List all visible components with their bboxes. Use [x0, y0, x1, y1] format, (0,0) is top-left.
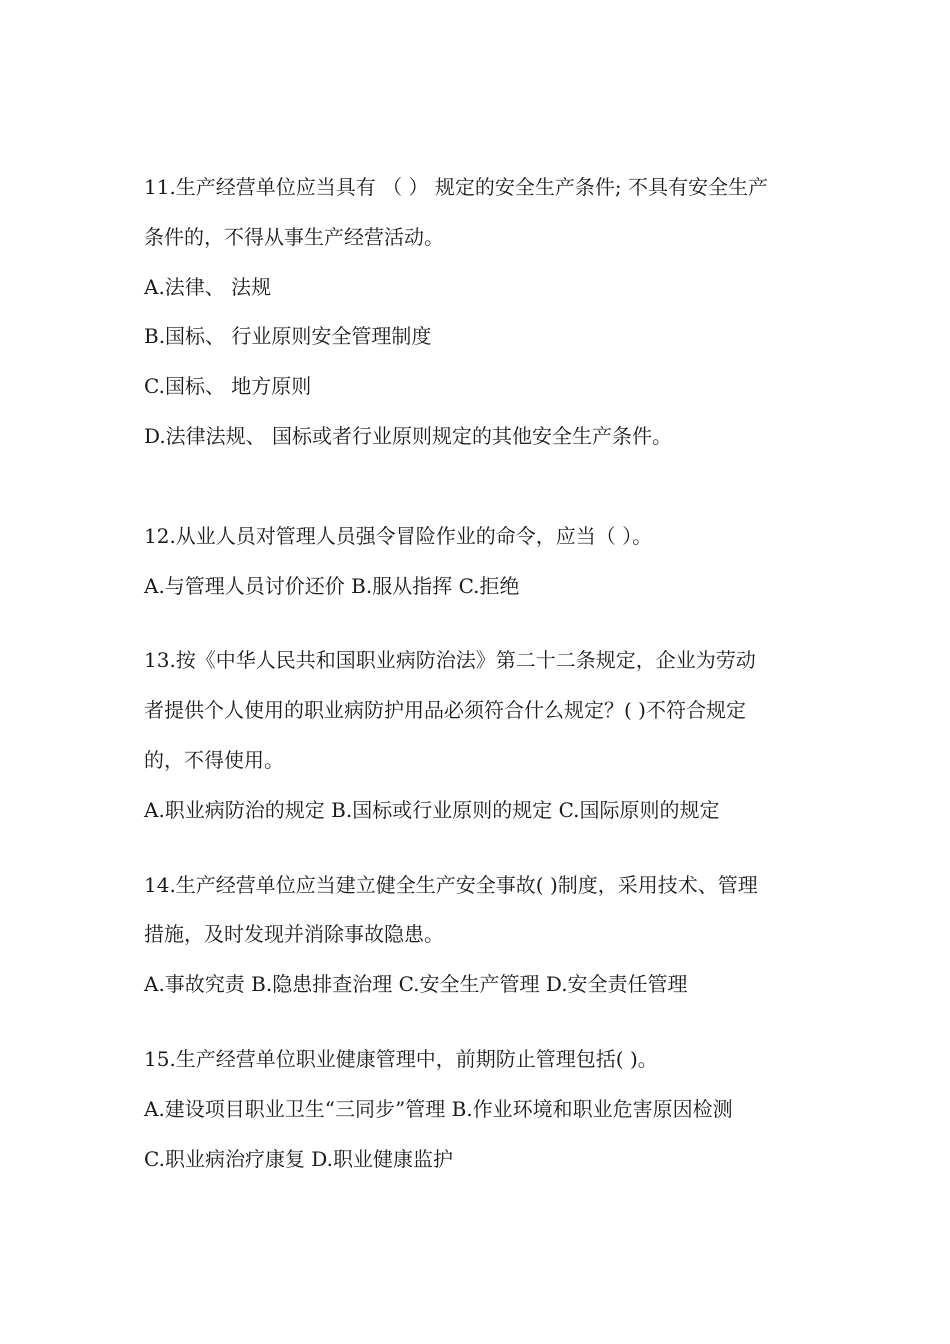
- question-text-line: 14.生产经营单位应当建立健全生产安全事故( )制度，采用技术、管理: [144, 872, 758, 897]
- option-a: A.法律、 法规: [144, 274, 272, 299]
- spacer: [144, 1022, 810, 1047]
- options-line: A.职业病防治的规定 B.国标或行业原则的规定 C.国际原则的规定: [144, 797, 720, 822]
- question-11: [144, 175, 810, 449]
- question-15: [144, 1047, 810, 1172]
- option-b: B.国标、 行业原则安全管理制度: [144, 324, 432, 349]
- question-text-line: 者提供个人使用的职业病防护用品必须符合什么规定？( )不符合规定: [144, 698, 746, 723]
- question-text-line: 措施，及时发现并消除事故隐患。: [144, 922, 444, 947]
- document-page: [144, 175, 810, 1196]
- question-text-line: 13.按《中华人民共和国职业病防治法》第二十二条规定，企业为劳动: [144, 648, 756, 673]
- question-13: [144, 648, 810, 822]
- question-text-line: 的，不得使用。: [144, 747, 284, 772]
- question-text-line: 12.从业人员对管理人员强令冒险作业的命令，应当（ ）。: [144, 523, 653, 548]
- spacer: [144, 623, 810, 648]
- question-text-line: 条件的，不得从事生产经营活动。: [144, 224, 444, 249]
- question-text-line: 11.生产经营单位应当具有 （ ） 规定的安全生产条件; 不具有安全生产: [144, 175, 768, 199]
- options-line: A.建设项目职业卫生“三同步”管理 B.作业环境和职业危害原因检测: [144, 1096, 733, 1121]
- spacer: [144, 848, 810, 873]
- options-line: A.与管理人员讨价还价 B.服从指挥 C.拒绝: [144, 573, 520, 598]
- options-line: C.职业病治疗康复 D.职业健康监护: [144, 1146, 453, 1171]
- spacer: [144, 474, 810, 524]
- option-d: D.法律法规、 国标或者行业原则规定的其他安全生产条件。: [144, 423, 673, 448]
- question-text-line: 15.生产经营单位职业健康管理中，前期防止管理包括( )。: [144, 1046, 658, 1071]
- question-12: [144, 524, 810, 599]
- options-line: A.事故究责 B.隐患排查治理 C.安全生产管理 D.安全责任管理: [144, 972, 688, 997]
- question-14: [144, 873, 810, 998]
- option-c: C.国标、 地方原则: [144, 374, 312, 399]
